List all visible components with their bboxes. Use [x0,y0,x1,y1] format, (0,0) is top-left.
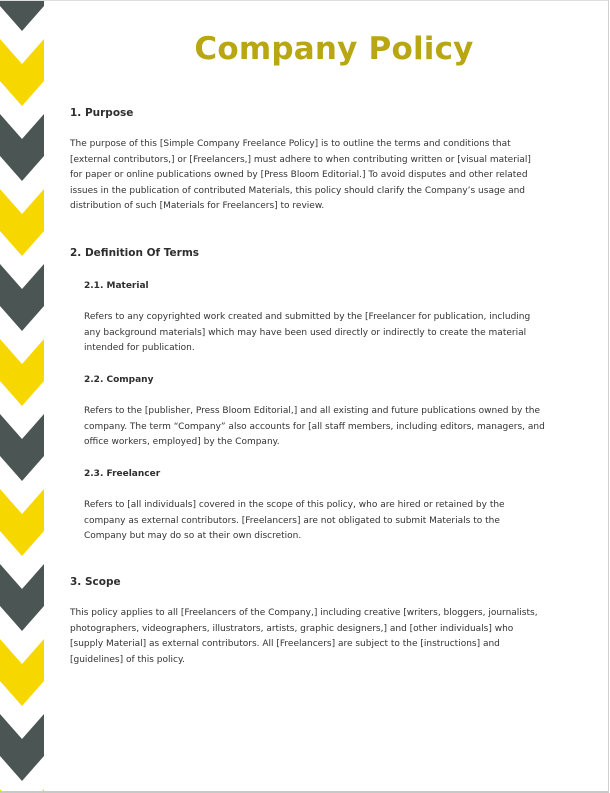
subsection-body-company [84,404,545,451]
text-line: The purpose of this [Simple Company Freelance Policy] is to outline the terms and conditions that [70,139,511,149]
yellow-chevron-shape [0,39,44,106]
section-heading-definitions: 2. Definition Of Terms [70,247,200,259]
yellow-chevron-shape [0,789,44,791]
subsection-heading-freelancer: 2.3. Freelancer [84,469,161,479]
yellow-chevron-shape [0,189,44,256]
text-line: office workers, employed] by the Company. [84,437,280,448]
subsection-body-material [84,310,530,357]
document-title: Company Policy [194,31,474,67]
section-body-scope [70,606,538,668]
section-body-purpose [70,137,531,215]
chevron-border-decoration [0,1,44,791]
text-line: [guidelines] of this policy. [70,654,185,665]
text-line: for paper or online publications owned by [Press Bloom Editorial.] To avoid disputes and other related [70,170,528,181]
text-line: company as external contributors. [Freelancers] are not obligated to submit Materials to the [84,515,500,526]
section-heading-scope: 3. Scope [70,576,121,588]
text-line: any background materials] which may have been used directly or indirectly to create the material [84,327,527,338]
text-line: Refers to the [publisher, Press Bloom Editorial,] and all existing and future publications owned by the [84,406,541,416]
text-line: Refers to any copyrighted work created and submitted by the [Freelancer for publication, including [84,312,531,322]
text-line: distribution of such [Materials for Freelancers] to review. [70,201,325,212]
yellow-chevron-shape [0,489,44,556]
text-line: company. The term “Company” also accounts for [all staff members, including editors, managers, and [84,421,545,432]
text-line: [supply Material] as external contributors. All [Freelancers] are subject to the [instructions] and [70,639,500,650]
gray-chevron-shape [0,414,44,481]
yellow-chevron-shape [0,339,44,406]
text-line: This policy applies to all [Freelancers of the Company,] including creative [writers, bloggers, journalists, [70,608,538,618]
text-line: Refers to [all individuals] covered in the scope of this policy, who are hired or retained by the [84,500,505,510]
gray-chevron-shape [0,564,44,631]
section-heading-purpose: 1. Purpose [70,107,134,119]
text-line: issues in the publication of contributed Materials, this policy should clarify the Company’s usage and [70,185,526,196]
subsection-body-freelancer [84,498,505,545]
gray-chevron-shape [0,264,44,331]
yellow-chevron-shape [0,639,44,706]
subsection-heading-company: 2.2. Company [84,375,154,385]
text-line: [external contributors,] or [Freelancers,] must adhere to when contributing written or [visual material] [70,154,531,165]
subsection-heading-material: 2.1. Material [84,281,149,291]
gray-chevron-shape [0,714,44,781]
gray-chevron-shape [0,114,44,181]
text-line: photographers, videographers, illustrators, artists, graphic designers,] and [other individuals] who [70,623,514,634]
gray-chevron-shape [0,1,44,31]
text-line: intended for publication. [84,343,195,354]
text-line: Company but may do so at their own discretion. [84,531,302,542]
